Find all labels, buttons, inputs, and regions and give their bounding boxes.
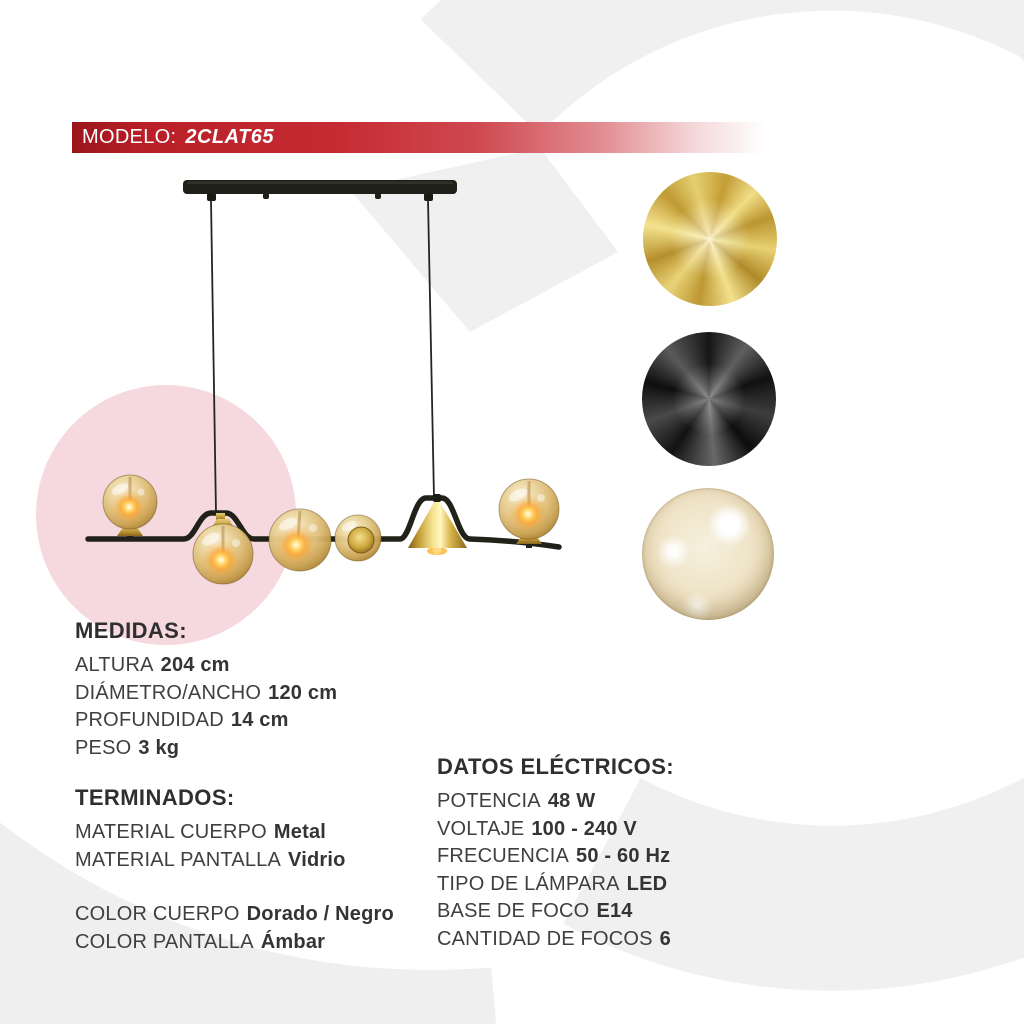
section-datos-electricos [437,754,674,953]
spec-value: 100 - 240 V [531,817,637,840]
spec-row [75,929,394,957]
pink-accent-circle [36,385,296,645]
spec-value: 14 cm [230,709,289,731]
finish-swatch-gold [643,172,777,306]
spec-row [437,843,674,871]
spec-label: ALTURA [75,654,154,676]
spec-row [437,816,674,844]
spec-label: DIÁMETRO/ANCHO [75,681,262,704]
spec-value: 48 W [547,790,596,812]
spec-row [75,707,337,735]
section-medidas [75,618,337,762]
spec-label: CANTIDAD DE FOCOS [437,927,653,950]
spec-label: PESO [75,736,132,759]
spec-label: VOLTAJE [437,817,525,840]
section-title: DATOS ELÉCTRICOS: [437,754,674,779]
spec-label: MATERIAL CUERPO [75,821,267,843]
spec-row [437,788,674,816]
spec-row [75,901,394,929]
spec-value: 204 cm [160,654,230,676]
model-label: MODELO: [82,126,177,148]
spec-value: Vidrio [288,848,346,871]
spec-row [437,926,674,954]
glass-globe [269,509,331,571]
spec-label: POTENCIA [437,790,541,812]
finish-swatch-black [642,332,776,466]
spec-row [437,871,674,899]
model-banner [72,122,772,153]
spec-value: 3 kg [138,736,180,759]
spec-value: Ámbar [260,930,326,953]
spec-label: FRECUENCIA [437,845,570,867]
spec-row [75,652,337,680]
glass-globe [499,479,559,548]
section-title: MEDIDAS: [75,618,187,643]
spec-label: COLOR PANTALLA [75,930,254,953]
spec-row [75,680,337,708]
spec-value: E14 [596,900,633,922]
spec-row [75,819,394,847]
model-number: 2CLAT65 [185,126,275,148]
spec-row [437,898,674,926]
spec-value: 50 - 60 Hz [576,845,671,867]
spec-value: LED [626,872,668,895]
finish-swatch-amber-glass [642,488,774,620]
spec-value: 6 [659,927,671,950]
spec-value: Metal [273,821,327,843]
spec-label: BASE DE FOCO [437,900,590,922]
glass-globe-gold-disc [335,515,381,561]
spec-label: MATERIAL PANTALLA [75,848,282,871]
spec-label: PROFUNDIDAD [75,709,224,731]
spec-row [75,735,337,763]
spec-value: 120 cm [268,681,338,704]
section-title: TERMINADOS: [75,785,235,810]
spec-row [75,847,394,875]
spec-label: COLOR CUERPO [75,903,240,925]
section-terminados [75,785,394,956]
spec-value: Dorado / Negro [246,903,394,925]
spec-label: TIPO DE LÁMPARA [437,872,620,895]
